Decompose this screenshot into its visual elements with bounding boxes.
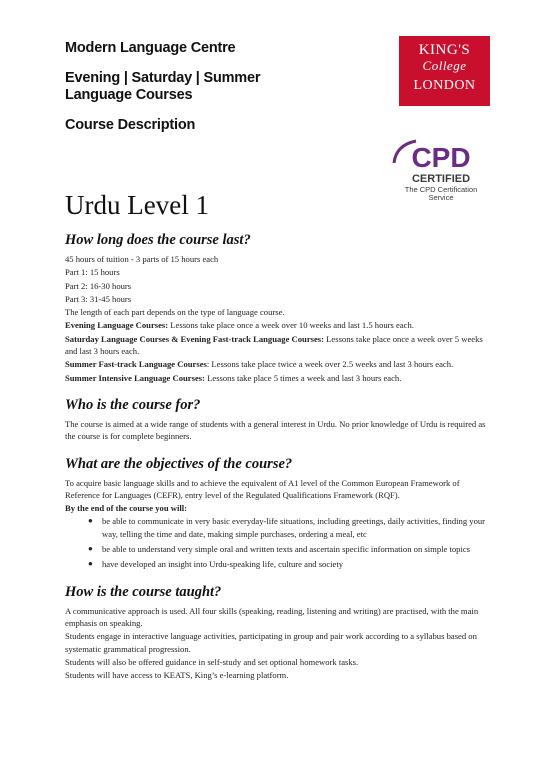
section-heading-audience: Who is the course for? — [65, 396, 201, 413]
section-heading-duration: How long does the course last? — [65, 232, 251, 248]
list-item — [65, 558, 490, 570]
page-title: Urdu Level 1 — [65, 190, 209, 220]
course-type-saturday — [65, 333, 490, 358]
course-type-label: Evening Language Courses: — [65, 320, 169, 331]
cpd-service-text-2: Service — [428, 193, 454, 202]
cpd-certified-text: CERTIFIED — [411, 173, 471, 185]
audience-text: The course is aimed at a wide range of students with a general interest in Urdu. No prior knowledge of Urdu is required as the course is for complete beginners. — [65, 418, 486, 442]
cpd-service-text-1: The CPD Certification — [404, 185, 478, 194]
cpd-certified-logo — [386, 133, 496, 203]
objectives-intro — [65, 502, 490, 514]
course-types-line-2: Language Courses — [65, 87, 193, 103]
course-type-label: Summer Intensive Language Courses: — [65, 372, 205, 383]
duration-line: Part 3: 31-45 hours — [65, 293, 132, 304]
course-type-text: : Lessons take place twice a week over 2.5 weeks and last 3 hours each. — [206, 359, 454, 370]
course-type-summer-intensive — [65, 372, 490, 384]
kings-college-london-logo — [399, 36, 490, 106]
teaching-paragraph: Students engage in interactive language activities, participating in group and pair work according to a syllabus based on systematic grammatical progression. — [65, 631, 477, 654]
list-item-text: have developed an insight into Urdu-speaking life, culture and society — [102, 559, 344, 570]
section-heading-objectives: What are the objectives of the course? — [65, 455, 293, 472]
section-teaching — [65, 584, 490, 682]
course-type-summer-fast-track — [65, 358, 490, 370]
cpd-logo-text: CPD — [411, 142, 471, 173]
list-item — [65, 515, 490, 540]
course-types-line-1: Evening | Saturday | Summer — [65, 70, 261, 86]
section-duration — [65, 232, 490, 384]
document-type: Course Description — [65, 117, 196, 133]
duration-line: The length of each part depends on the type of language course. — [65, 307, 285, 318]
list-item-text: be able to understand very simple oral and written texts and ascertain specific information on simple topics — [102, 544, 470, 555]
section-objectives — [65, 456, 490, 571]
duration-line: 45 hours of tuition - 3 parts of 15 hours each — [65, 254, 219, 264]
bullet-icon: ● — [88, 544, 93, 554]
course-description-body — [65, 232, 490, 682]
course-type-text: Lessons take place once a week over 10 weeks and last 1.5 hours each. — [168, 320, 414, 331]
teaching-paragraph: Students will have access to KEATS, King’s e-learning platform. — [65, 670, 289, 681]
kcl-logo-line-1: KING'S — [418, 42, 471, 58]
organisation-name: Modern Language Centre — [65, 40, 236, 56]
teaching-paragraph: A communicative approach is used. All four skills (speaking, reading, listening and writing) are practised, with the main emphasis on speaking. — [65, 605, 479, 628]
list-item — [65, 543, 490, 555]
bullet-icon: ● — [88, 516, 93, 526]
list-item-text: be able to communicate in very basic everyday-life situations, including greetings, daily activities, finding your way, telling the time and date, making simple purchases, ordering a meal, etc — [102, 516, 486, 539]
section-audience — [65, 397, 490, 443]
objectives-list — [65, 515, 490, 570]
kcl-logo-line-2: College — [422, 58, 467, 73]
section-heading-teaching: How is the course taught? — [65, 583, 222, 600]
cpd-badge-icon — [386, 133, 496, 203]
teaching-paragraph: Students will also be offered guidance in self-study and set optional homework tasks. — [65, 656, 359, 667]
document-header — [65, 40, 365, 134]
objectives-intro-label: By the end of the course you will: — [65, 503, 187, 514]
kcl-logo-line-3: LONDON — [413, 78, 476, 93]
objectives-text: To acquire basic language skills and to achieve the equivalent of A1 level of the Common European Framework of Reference for Languages (CEFR), entry level of the Regulated Qualifications Framework (RQF). — [65, 477, 460, 500]
course-type-evening — [65, 319, 490, 331]
course-types — [65, 70, 365, 104]
duration-line: Part 1: 15 hours — [65, 267, 120, 278]
course-type-label: Saturday Language Courses & Evening Fast-track Language Courses: — [65, 333, 325, 344]
course-type-text: Lessons take place once a week over 5 weeks and last 3 hours each. — [65, 333, 483, 357]
course-type-label: Summer Fast-track Language Courses — [65, 359, 207, 370]
duration-line: Part 2: 16-30 hours — [65, 280, 132, 291]
bullet-icon: ● — [88, 559, 93, 569]
course-type-text: Lessons take place 5 times a week and last 3 hours each. — [204, 372, 402, 383]
